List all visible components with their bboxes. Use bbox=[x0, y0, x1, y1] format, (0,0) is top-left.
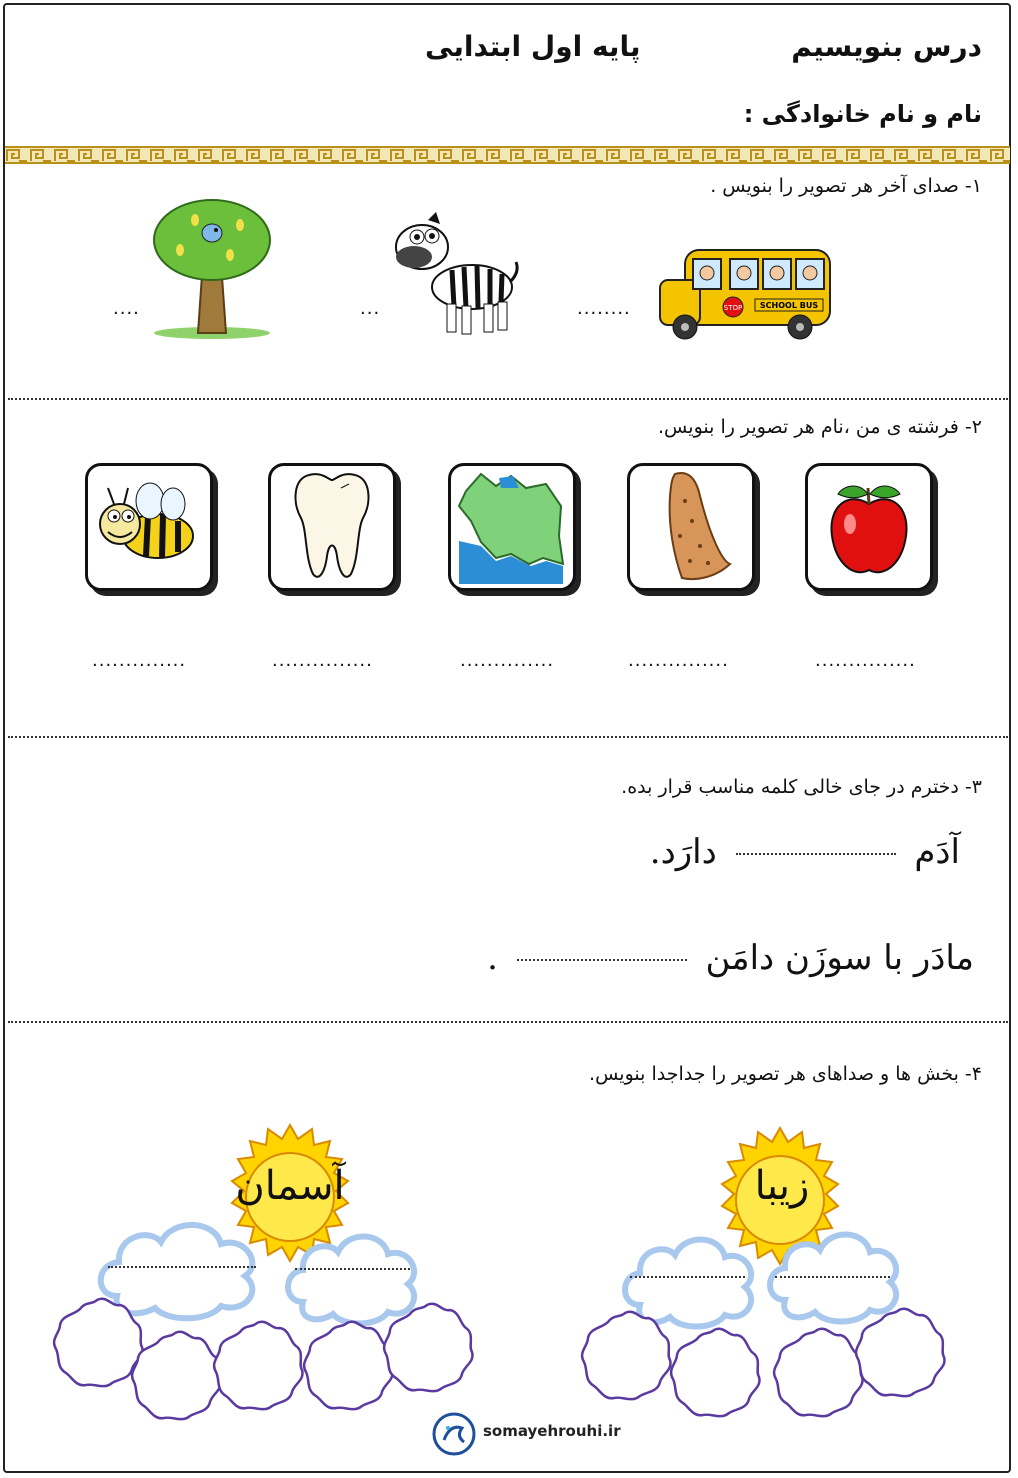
bread-icon bbox=[630, 466, 752, 588]
name-label: نام و نام خانوادگی : bbox=[743, 100, 982, 128]
q1-blank-bus[interactable]: ........ bbox=[577, 298, 631, 319]
footer-site[interactable]: somayehrouhi.ir bbox=[483, 1422, 621, 1440]
q3-sentence-1 bbox=[650, 832, 960, 872]
q4-title: ۴- بخش ها و صداهای هر تصویر را جداجدا بنویس. bbox=[589, 1063, 982, 1085]
flower-circle-icon[interactable] bbox=[380, 1300, 475, 1395]
bus-sign: SCHOOL BUS bbox=[759, 301, 819, 310]
q3-s1-end: دارَد. bbox=[649, 832, 717, 872]
site-logo-icon bbox=[432, 1412, 476, 1456]
flower-circle-icon[interactable] bbox=[770, 1325, 865, 1420]
iran-map-icon bbox=[451, 466, 573, 588]
q2-blank-bread[interactable]: ............... bbox=[628, 650, 729, 671]
flower-circle-icon[interactable] bbox=[667, 1325, 762, 1420]
section-divider bbox=[8, 1021, 1008, 1023]
apple-card bbox=[805, 463, 933, 591]
q4-word-2: آسمان bbox=[235, 1163, 345, 1209]
lesson-title: درس بنویسیم bbox=[791, 30, 982, 63]
iran-map-card bbox=[448, 463, 576, 591]
q4-blank-syllable[interactable] bbox=[295, 1268, 410, 1270]
q1-blank-zebra[interactable]: ... bbox=[360, 298, 381, 319]
q3-blank-1[interactable] bbox=[736, 853, 896, 855]
section-divider bbox=[8, 736, 1008, 738]
q4-blank-syllable[interactable] bbox=[630, 1276, 745, 1278]
zebra-icon bbox=[392, 212, 522, 337]
q3-title: ۳- دخترم در جای خالی کلمه مناسب قرار بده. bbox=[621, 776, 982, 798]
q3-s1-start: آدَم bbox=[914, 832, 960, 872]
school-bus-icon bbox=[655, 245, 835, 345]
flower-circle-icon[interactable] bbox=[210, 1318, 305, 1413]
flower-circle-icon[interactable] bbox=[852, 1305, 947, 1400]
flower-circle-icon[interactable] bbox=[578, 1308, 673, 1403]
bread-card bbox=[627, 463, 755, 591]
q4-word-1: زیبا bbox=[754, 1163, 810, 1209]
q4-blank-syllable[interactable] bbox=[108, 1266, 256, 1268]
q3-blank-2[interactable] bbox=[517, 959, 687, 961]
bee-icon bbox=[88, 466, 210, 588]
q3-s2-end: . bbox=[487, 938, 498, 978]
q2-blank-apple[interactable]: ............... bbox=[815, 650, 916, 671]
section-divider bbox=[8, 398, 1008, 400]
bee-card bbox=[85, 463, 213, 591]
q2-title: ۲- فرشته ی من ،نام هر تصویر را بنویس. bbox=[658, 416, 982, 438]
q2-blank-tooth[interactable]: ............... bbox=[272, 650, 373, 671]
apple-icon bbox=[808, 466, 930, 588]
q4-blank-syllable[interactable] bbox=[775, 1276, 890, 1278]
flower-circle-icon[interactable] bbox=[128, 1328, 223, 1423]
tooth-card bbox=[268, 463, 396, 591]
q1-blank-tree[interactable]: .... bbox=[113, 298, 140, 319]
grade-title: پایه اول ابتدایی bbox=[425, 30, 641, 63]
tooth-icon bbox=[271, 466, 393, 588]
tree-with-bird-icon bbox=[150, 195, 275, 340]
stop-sign: STOP bbox=[723, 304, 743, 312]
q3-s2-start: مادَر با سوزَن دامَن bbox=[705, 938, 974, 978]
q2-blank-bee[interactable]: .............. bbox=[92, 650, 187, 671]
q3-sentence-2 bbox=[487, 938, 974, 978]
q1-title: ۱- صدای آخر هر تصویر را بنویس . bbox=[710, 175, 982, 197]
greek-key-border bbox=[5, 146, 1010, 164]
q2-blank-map[interactable]: .............. bbox=[460, 650, 555, 671]
